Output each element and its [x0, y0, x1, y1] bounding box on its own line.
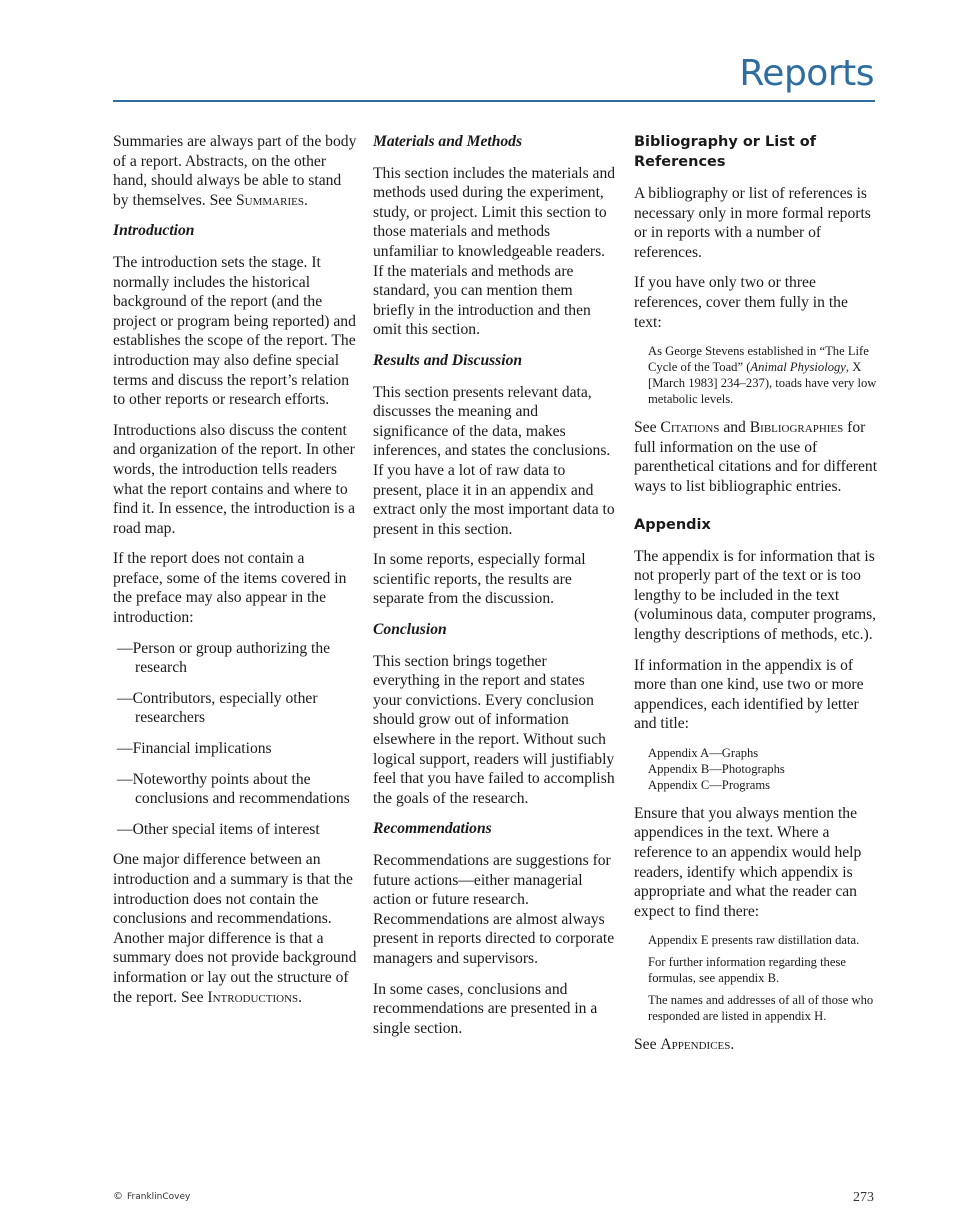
- results-paragraph: This section presents relevant data, discusses the meaning and significance of the data, makes inferences, and states the conclusions. If you have a lot of raw data to present, place it in an appendix and extract only the most important data to present in this section.: [373, 383, 615, 538]
- see-appendices-paragraph: See Appendices.: [634, 1036, 735, 1054]
- list-item: —Noteworthy points about the conclusions and recommendations: [117, 770, 350, 808]
- recommendations-paragraph: In some cases, conclusions and recommendations are presented in a single section.: [373, 980, 598, 1037]
- citations-cross-reference: Citations: [660, 419, 720, 437]
- column-3: [634, 132, 878, 1066]
- appendices-cross-reference: Appendices: [660, 1036, 731, 1054]
- see-citations-paragraph: See Citations and Bibliographies for full information on the use of parenthetical citations and for different ways to list bibliographic entries.: [634, 419, 878, 495]
- list-item: The names and addresses of all of those who responded are listed in appendix H.: [648, 993, 874, 1024]
- conclusion-paragraph: This section brings together everything in the report and states your convictions. Every conclusion should grow out of information elsewhere in the report. Without such logical support, readers will justifiably feel that you have failed to accomplish the goals of the research.: [373, 652, 615, 807]
- appendix-paragraph: The appendix is for information that is not properly part of the text or is too lengthy to be included in the text (voluminous data, computer programs, lengthy descriptions of methods, etc.).: [634, 547, 877, 643]
- conclusion-heading: Conclusion: [373, 621, 447, 639]
- appendix-list: [648, 745, 878, 793]
- copyright-symbol: ©: [113, 1191, 123, 1202]
- bibliography-paragraph: If you have only two or three references, cover them fully in the text:: [634, 274, 848, 331]
- materials-methods-heading: Materials and Methods: [373, 133, 523, 150]
- list-item: Appendix E presents raw distillation data.: [648, 933, 860, 948]
- introduction-heading: Introduction: [113, 222, 195, 240]
- bibliography-paragraph: A bibliography or list of references is necessary only in more formal reports or in reports with a number of references.: [634, 185, 871, 261]
- footer-brand: [113, 1191, 190, 1202]
- list-item: —Person or group authorizing the research: [117, 639, 331, 677]
- materials-paragraph: This section includes the materials and methods used during the experiment, study, or project. Limit this section to those materials and methods unfamiliar to knowledgeable readers. If the materials and methods are standard, you can mention them briefly in the introduction and then omit this section.: [373, 164, 616, 339]
- citation-example: As George Stevens established in “The Life Cycle of the Toad” (Animal Physiology, X [March 1983] 234–237), toads have very low metabolic levels.: [648, 344, 877, 407]
- difference-paragraph: One major difference between an introduction and a summary is that the introduction does not contain the conclusions and recommendations. Another major difference is that a summary does not provide background information or lay out the structure of the report. See Introductions.: [113, 851, 357, 1006]
- results-discussion-heading: Results and Discussion: [373, 351, 523, 369]
- intro-paragraph: The introduction sets the stage. It normally includes the historical background of the report (and the project or program being reported) and establishes the scope of the report. The introduction may also define special terms and discuss the report’s relation to other reports or research efforts.: [113, 253, 356, 409]
- header-rule: [113, 100, 875, 102]
- appendix-heading: Appendix: [634, 516, 711, 533]
- list-item: —Other special items of interest: [117, 820, 320, 838]
- recommendations-heading: Recommendations: [373, 820, 492, 838]
- summaries-cross-reference: Summaries: [236, 191, 304, 209]
- list-item: —Contributors, especially other researchers: [117, 689, 318, 727]
- column-1: [113, 132, 357, 1018]
- intro-paragraph: If the report does not contain a preface, some of the items covered in the preface may also appear in the introduction:: [113, 550, 347, 627]
- results-paragraph: In some reports, especially formal scientific reports, the results are separate from the discussion.: [373, 551, 586, 608]
- brand-name: FranklinCovey: [127, 1192, 191, 1202]
- page-title: Reports: [739, 53, 874, 94]
- summary-paragraph: Summaries are always part of the body of a report. Abstracts, on the other hand, should always be able to stand by themselves. See Summaries.: [113, 133, 357, 209]
- introductions-cross-reference: Introductions: [207, 988, 299, 1006]
- page-number: 273: [853, 1190, 874, 1205]
- list-item: For further information regarding these formulas, see appendix B.: [648, 955, 846, 986]
- intro-paragraph: Introductions also discuss the content and organization of the report. In other words, the introduction tells readers what the report contains and where to find it. In essence, the introduction is a road map.: [113, 421, 356, 537]
- list-item: Appendix A—Graphs: [648, 745, 759, 760]
- appendix-examples: [648, 932, 878, 1024]
- appendix-paragraph: Ensure that you always mention the appendices in the text. Where a reference to an appendix would help readers, identify which appendix is appropriate and what the reader can expect to find there:: [634, 804, 862, 920]
- bibliographies-cross-reference: Bibliographies: [749, 419, 844, 437]
- column-2: [373, 132, 617, 1049]
- list-item: Appendix C—Programs: [648, 777, 771, 792]
- list-item: Appendix B—Photographs: [648, 761, 785, 776]
- list-item: —Financial implications: [117, 740, 272, 758]
- bibliography-heading: Bibliography or List of References: [634, 134, 817, 170]
- appendix-paragraph: If information in the appendix is of more than one kind, use two or more appendices, each identified by letter and title:: [634, 656, 864, 733]
- preface-items-list: [113, 639, 357, 840]
- recommendations-paragraph: Recommendations are suggestions for future actions—either managerial action or future research. Recommendations are almost always present in reports directed to corporate managers and supervisors.: [373, 852, 615, 967]
